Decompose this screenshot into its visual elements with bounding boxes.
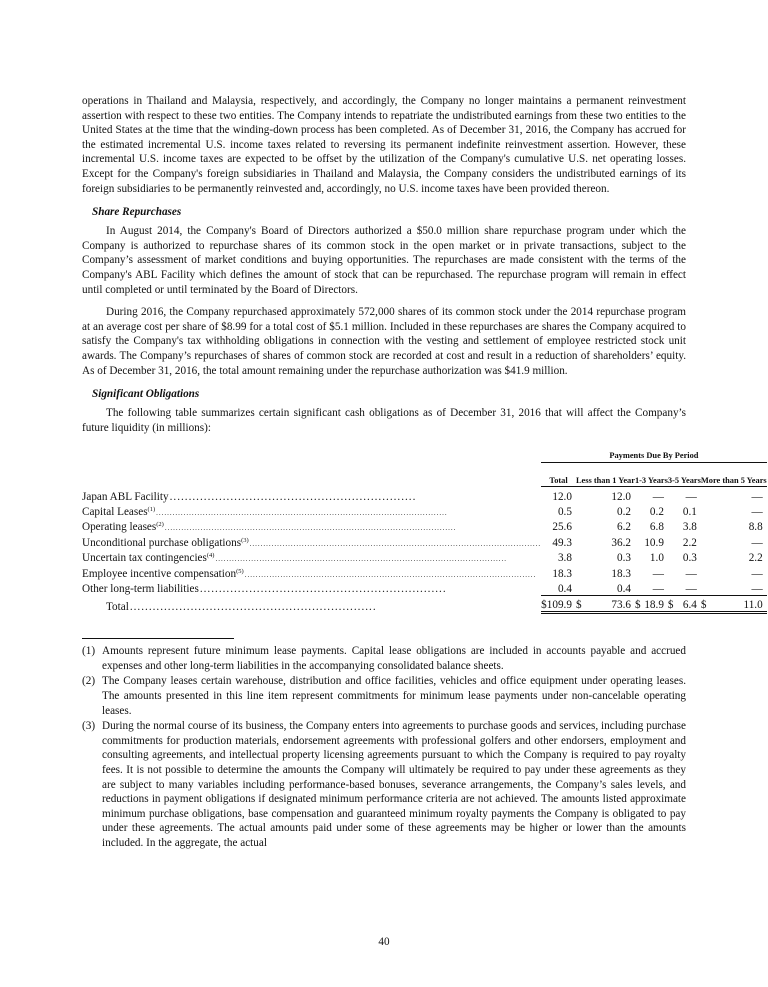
total-value: 18.9 <box>641 595 667 612</box>
footnotes <box>82 644 686 850</box>
footnote-2 <box>82 674 686 718</box>
cell-value: 25.6 <box>552 521 572 534</box>
footnote-3 <box>82 719 686 850</box>
cell-value: 6.2 <box>616 521 631 534</box>
row-label: Uncertain tax contingencies <box>82 552 207 565</box>
footnote-ref: (4) <box>206 552 215 560</box>
cell-value: 36.2 <box>611 536 631 549</box>
share-repurchases-paragraph-2: During 2016, the Company repurchased approximately 572,000 shares of its common stock under the 2014 repurchase program at an average cost per share of $8.99 for a total cost of $5.1 million. Included in these repurchases are shares the Company acquired to satisfy the Company's tax withholding obligations in connection with the vesting and settlement of employee restricted stock unit awards. The Company’s repurchases of shares of common stock are recorded at cost and result in a reduction of shareholders’ equity. As of December 31, 2016, the total amount remaining under the repurchase authorization was $41.9 million. <box>82 306 686 377</box>
cell-value: 6.8 <box>649 521 664 534</box>
page-number: 40 <box>378 936 390 948</box>
row-label: Employee incentive compensation <box>82 567 237 580</box>
column-header: More than 5 Years <box>701 463 767 487</box>
cell-value: 10.9 <box>644 536 664 549</box>
row-label: Operating leases <box>82 521 157 534</box>
total-row: Total................................................................. $ 109.9 $ 73.6 $ 18.9 $ 6.4 $ 11.0 <box>82 595 767 612</box>
currency-symbol: $ <box>576 595 589 612</box>
table-row: Uncertain tax contingencies$^{(4)}$.......................................................................................................... 3.8 0.3 1.0 0.3 2.2 <box>82 549 767 564</box>
footnote-text: During the normal course of its business, the Company enters into agreements to purchase goods and services, including purchase commitments for production materials, endorsement agreements with professional golfers and other endorsers, employment and consulting agreements, and intellectual property licensing agreements pursuant to which the Company is required to pay royalty fees. It is not possible to determine the amounts the Company will ultimately be required to pay under these agreements as they are subject to many variables including performance-based bonuses, severance arrangements, the Company’s sales levels, and reductions in payment obligations if designated minimum performance criteria are not achieved. The amounts listed approximate minimum purchase obligations, base compensation and guaranteed minimum royalty payments the Company is obligated to pay under these agreements. The actual amounts paid under some of these agreements may be higher or lower than the amounts included. In the aggregate, the actual <box>102 720 686 850</box>
footnote-number: (2) <box>82 675 96 688</box>
cell-value: 49.3 <box>552 536 572 549</box>
footnote-ref: (2) <box>156 521 164 529</box>
cell-value: 0.3 <box>682 552 697 565</box>
footnote-number: (1) <box>82 645 96 658</box>
column-header: Total <box>541 463 576 487</box>
total-value: 109.9 <box>547 595 576 612</box>
cell-value: — <box>751 536 763 549</box>
cell-value: 3.8 <box>682 521 697 534</box>
cell-value: 18.3 <box>611 567 631 580</box>
cell-value: 0.4 <box>557 582 572 595</box>
cell-value: 1.0 <box>649 552 664 565</box>
currency-symbol: $ <box>701 595 715 612</box>
footnote-1 <box>82 644 686 673</box>
cell-value: 18.3 <box>552 567 572 580</box>
table-row: Operating leases$^{(2)}$.......................................................................................................... 25.6 6.2 6.8 3.8 8.8 <box>82 518 767 533</box>
share-repurchases-heading: Share Repurchases <box>92 206 182 219</box>
cell-value: — <box>751 567 763 580</box>
cell-value: — <box>751 505 763 518</box>
cell-value: 2.2 <box>748 552 763 565</box>
table-row: Unconditional purchase obligations$^{(3)}$.......................................................................................................... 49.3 36.2 10.9 2.2 — <box>82 533 767 548</box>
cell-value: — <box>652 567 664 580</box>
row-label: Capital Leases <box>82 505 148 518</box>
column-header: Less than 1 Year <box>576 463 635 487</box>
row-label: Unconditional purchase obligations <box>82 536 242 549</box>
share-repurchases-paragraph-1: In August 2014, the Company's Board of Directors authorized a $50.0 million share repurchase program under which the Company is authorized to repurchase shares of its common stock in the open market or in private transactions, subject to the Company’s assessment of market conditions and buying opportunities. The repurchases are made consistent with the terms of the Company's ABL Facility which defines the amount of stock that can be repurchased. The repurchase program will remain in effect until completed or until terminated by the Board of Directors. <box>82 225 686 296</box>
significant-obligations-heading: Significant Obligations <box>92 388 200 401</box>
cell-value: 12.0 <box>611 490 631 503</box>
footnote-ref: (5) <box>236 567 244 575</box>
footnote-ref: (1) <box>147 505 156 513</box>
cell-value: 3.8 <box>557 552 572 565</box>
currency-symbol: $ <box>635 595 641 612</box>
total-value: 73.6 <box>589 595 635 612</box>
cell-value: 0.1 <box>682 505 697 518</box>
table-row: Employee incentive compensation$^{(5)}$.......................................................................................................... 18.3 18.3 — — — <box>82 564 767 579</box>
column-header: 1-3 Years <box>635 463 668 487</box>
cell-value: 8.8 <box>748 521 763 534</box>
footnote-divider <box>82 638 234 639</box>
footnote-text: Amounts represent future minimum lease payments. Capital lease obligations are included in accounts payable and accrued expenses and other long-term liabilities in the accompanying consolidated balance sheets. <box>102 645 686 672</box>
cell-value: — <box>751 490 763 503</box>
footnote-ref: (3) <box>241 536 249 544</box>
cell-value: 2.2 <box>682 536 697 549</box>
cell-value: — <box>685 567 697 580</box>
column-header: 3-5 Years <box>668 463 701 487</box>
cell-value: — <box>652 582 664 595</box>
cell-value: — <box>751 582 763 595</box>
cell-value: 0.2 <box>649 505 664 518</box>
cell-value: — <box>652 490 664 503</box>
footnote-number: (3) <box>82 720 96 733</box>
table-row: Capital Leases$^{(1)}$.......................................................................................................... 0.5 0.2 0.2 0.1 — <box>82 503 767 518</box>
cell-value: — <box>685 582 697 595</box>
footnote-text: The Company leases certain warehouse, distribution and office facilities, vehicles and office equipment under operating leases. The amounts presented in this line item represent commitments for minimum lease payments under non-cancelable operating leases. <box>102 675 686 717</box>
cell-value: 0.2 <box>616 505 631 518</box>
intro-paragraph: operations in Thailand and Malaysia, respectively, and accordingly, the Company no longer maintains a permanent reinvestment assertion with respect to these two entities. The Company intends to repatriate the undistributed earnings from these two entities to the United States at the time that the winding-down process has been completed. As of December 31, 2016, the Company has accrued for the estimated incremental U.S. income taxes related to reversing its permanent indefinite reinvestment assertion. However, these incremental U.S. income taxes are expected to be offset by the utilization of the Company's cumulative U.S. net operating losses. Except for the Company's foreign subsidiaries in Thailand and Malaysia, the Company considers the undistributed earnings of its foreign subsidiaries to be permanently reinvested and, accordingly, no U.S. income taxes have been provided thereon. <box>82 95 686 195</box>
table-row: Japan ABL Facility................................................................. 12.0 12.0 — — — <box>82 487 767 503</box>
cell-value: 0.4 <box>616 582 631 595</box>
currency-symbol: $ <box>541 595 547 612</box>
cell-value: 0.5 <box>557 505 572 518</box>
obligations-table <box>82 447 767 614</box>
table-row: Other long-term liabilities................................................................. 0.4 0.4 — — — <box>82 580 767 596</box>
row-label: Japan ABL Facility <box>82 490 169 503</box>
significant-obligations-paragraph: The following table summarizes certain significant cash obligations as of December 31, 2016 that will affect the Company’s future liquidity (in millions): <box>82 407 686 434</box>
document-page <box>82 94 767 852</box>
total-value: 6.4 <box>675 595 701 612</box>
cell-value: — <box>685 490 697 503</box>
cell-value: 0.3 <box>616 552 631 565</box>
payments-due-header: Payments Due By Period <box>541 447 767 462</box>
cell-value: 12.0 <box>552 490 572 503</box>
currency-symbol: $ <box>668 595 675 612</box>
total-label: Total <box>106 600 129 613</box>
total-value: 11.0 <box>715 595 767 612</box>
row-label: Other long-term liabilities <box>82 583 199 596</box>
